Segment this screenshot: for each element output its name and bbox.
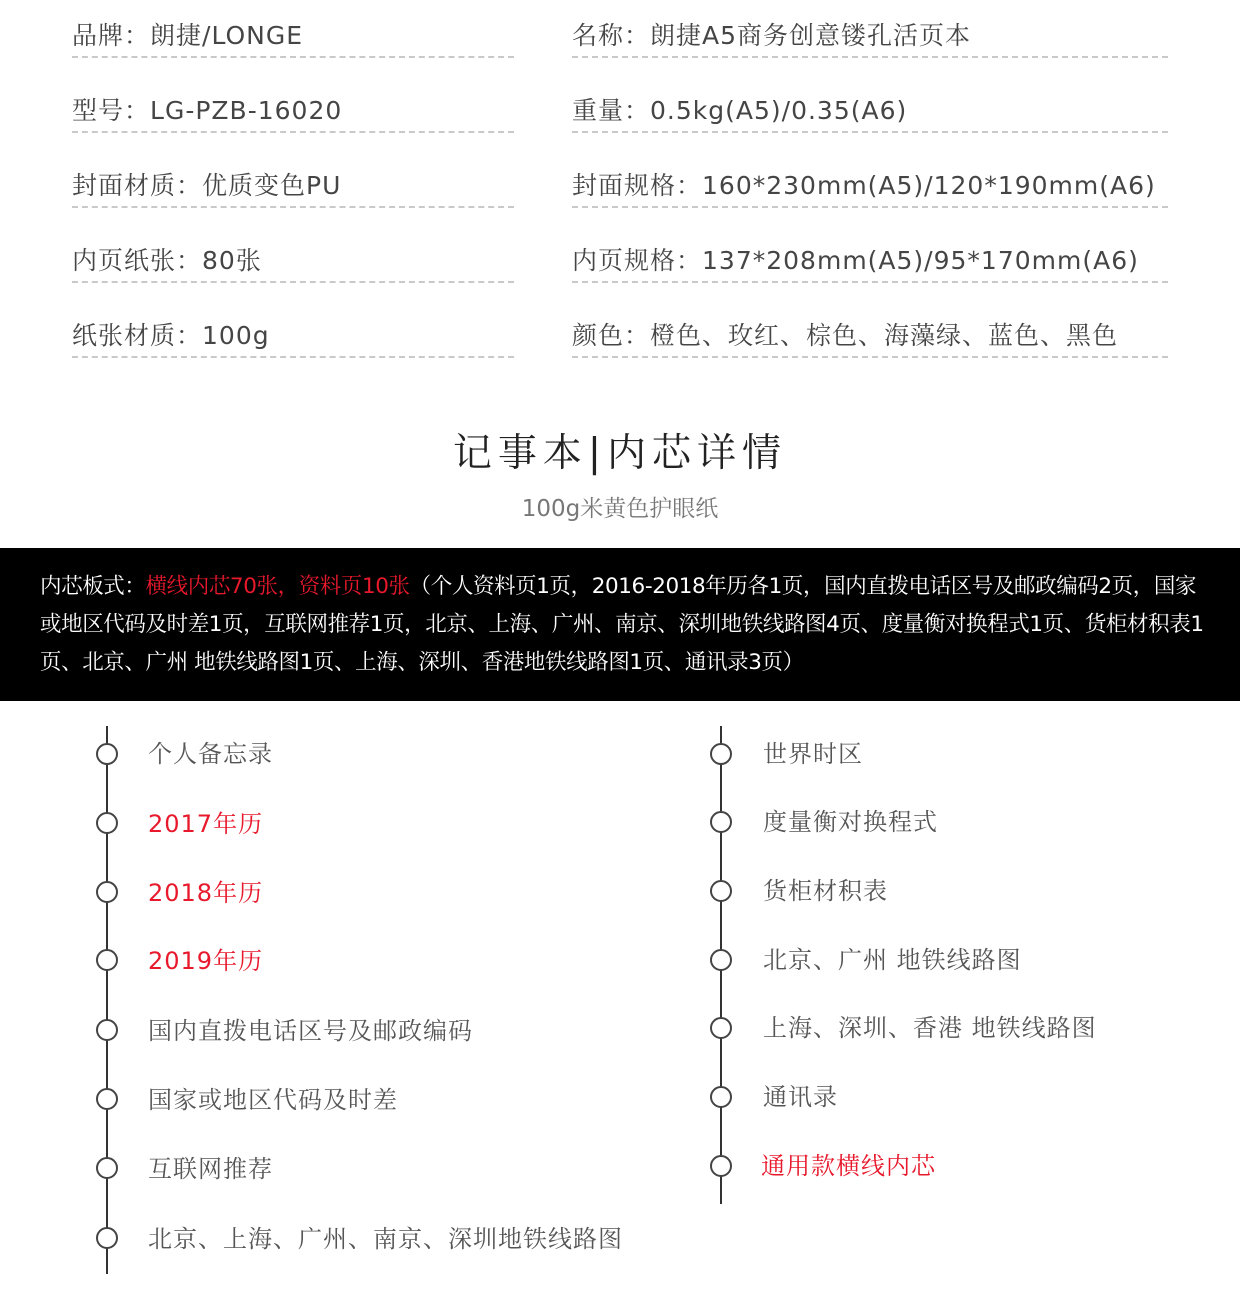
timeline-node <box>710 1155 732 1177</box>
spec-value: 80张 <box>202 246 262 275</box>
layout-info-detail: （个人资料页1页，2016-2018年历各1页，国内直拨电话区号及邮政编码2页，国家或地区代码及时差1页，互联网推荐1页，北京、上海、广州、南京、深圳地铁线路图4页、度量衡对换程式1页、货柜材积表1页、北京、广州 地铁线路图1页、上海、深圳、香港地铁线路图1页、通讯录3页） <box>40 574 1204 675</box>
spec-label: 封面规格 <box>572 171 677 200</box>
timeline-item: 北京、广州 地铁线路图 <box>763 946 1022 974</box>
spec-label: 型号 <box>72 96 125 125</box>
timeline-item: 国内直拨电话区号及邮政编码 <box>148 1017 473 1045</box>
spec-cover-material <box>72 166 514 208</box>
spec-paper-material <box>72 316 514 358</box>
timeline-item: 2018年历 <box>148 879 264 907</box>
timeline-node <box>710 1086 732 1108</box>
layout-info-highlight: 横线内芯70张，资料页10张 <box>145 574 410 599</box>
spec-value: LG-PZB-16020 <box>150 96 343 125</box>
timeline-item: 2017年历 <box>148 810 264 838</box>
timeline-node <box>96 743 118 765</box>
spec-value: 137*208mm(A5)/95*170mm(A6) <box>702 246 1139 275</box>
timeline-node <box>96 1227 118 1249</box>
spec-separator: ： <box>124 21 151 50</box>
timeline-node <box>96 1019 118 1041</box>
spec-inner-sheets <box>72 241 514 283</box>
timeline-item: 世界时区 <box>763 740 863 768</box>
spec-brand <box>72 16 514 58</box>
timeline-item: 北京、上海、广州、南京、深圳地铁线路图 <box>148 1225 623 1253</box>
timeline-node <box>96 1088 118 1110</box>
spec-separator: ： <box>176 321 203 350</box>
spec-value: 橙色、玫红、棕色、海藻绿、蓝色、黑色 <box>650 321 1119 350</box>
spec-value: 优质变色PU <box>202 171 342 200</box>
timeline-line <box>106 726 108 1274</box>
section-title: 记事本|内芯详情 <box>452 431 788 476</box>
spec-label: 纸张材质 <box>72 321 177 350</box>
timeline-node <box>96 812 118 834</box>
timeline-item: 2019年历 <box>148 947 264 975</box>
spec-label: 名称 <box>572 21 625 50</box>
spec-label: 颜色 <box>572 321 625 350</box>
timeline-item: 互联网推荐 <box>148 1155 273 1183</box>
timeline-item: 度量衡对换程式 <box>763 808 938 836</box>
timeline-item: 个人备忘录 <box>148 740 273 768</box>
spec-separator: ： <box>676 246 703 275</box>
layout-info-text <box>40 568 1210 682</box>
spec-weight <box>572 91 1168 133</box>
timeline-node <box>710 743 732 765</box>
section-subtitle: 100g米黄色护眼纸 <box>521 496 719 522</box>
spec-value: 160*230mm(A5)/120*190mm(A6) <box>702 171 1156 200</box>
spec-name <box>572 16 1168 58</box>
timeline-node <box>710 811 732 833</box>
spec-separator: ： <box>624 321 651 350</box>
spec-separator: ： <box>176 171 203 200</box>
spec-separator: ： <box>624 21 651 50</box>
timeline-node <box>96 1157 118 1179</box>
timeline-node <box>96 881 118 903</box>
timeline-item: 通用款横线内芯 <box>761 1152 936 1180</box>
spec-value: 100g <box>202 321 270 350</box>
spec-value: 0.5kg(A5)/0.35(A6) <box>650 96 908 125</box>
timeline-node <box>96 949 118 971</box>
spec-separator: ： <box>176 246 203 275</box>
timeline-item: 上海、深圳、香港 地铁线路图 <box>763 1014 1097 1042</box>
spec-label: 内页规格 <box>572 246 677 275</box>
spec-label: 内页纸张 <box>72 246 177 275</box>
timeline-item: 货柜材积表 <box>763 877 888 905</box>
spec-label: 品牌 <box>72 21 125 50</box>
spec-value: 朗捷A5商务创意镂孔活页本 <box>650 21 972 50</box>
spec-cover-size <box>572 166 1168 208</box>
spec-colors <box>572 316 1168 358</box>
timeline-node <box>710 1017 732 1039</box>
spec-separator: ： <box>676 171 703 200</box>
timeline-item: 国家或地区代码及时差 <box>148 1086 398 1114</box>
spec-model <box>72 91 514 133</box>
spec-separator: ： <box>124 96 151 125</box>
spec-label: 重量 <box>572 96 625 125</box>
spec-inner-size <box>572 241 1168 283</box>
spec-value: 朗捷/LONGE <box>150 21 304 50</box>
layout-info-label: 内芯板式： <box>40 574 146 599</box>
timeline-node <box>710 949 732 971</box>
spec-separator: ： <box>624 96 651 125</box>
spec-label: 封面材质 <box>72 171 177 200</box>
timeline-item: 通讯录 <box>763 1083 838 1111</box>
timeline-node <box>710 880 732 902</box>
